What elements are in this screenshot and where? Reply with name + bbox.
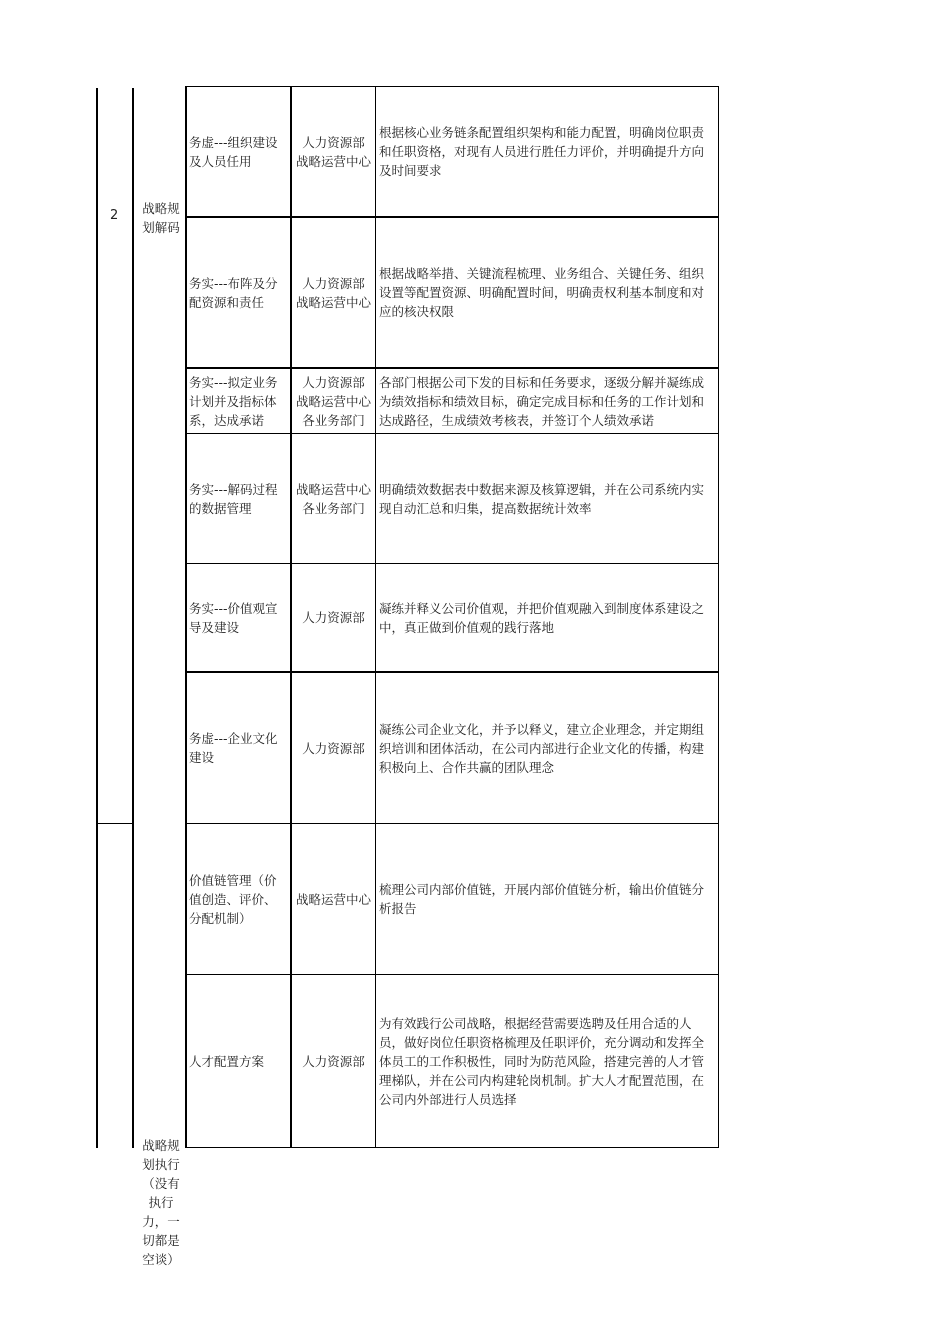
task-cell: 人才配置方案 [189,1053,265,1069]
task-cell: 务实---价值观宣导及建设 [189,600,278,635]
task-cell: 务实---布阵及分配资源和责任 [189,275,278,310]
description-text: 凝练公司企业文化，并予以释义，建立企业理念，并定期组织培训和团体活动，在公司内部进行企业文化的传播，构建积极向上、合作共赢的团队理念 [379,721,705,775]
section-title-decode: 战略规划解码 [142,201,180,235]
table-row [189,673,287,823]
description-text: 梳理公司内部价值链，开展内部价值链分析，输出价值链分析报告 [379,882,705,916]
task-cell: 务实---解码过程的数据管理 [189,481,278,516]
description-cell [379,564,715,671]
description-text: 凝练并释义公司价值观，并把价值观融入到制度体系建设之中，真正做到价值观的践行落地 [379,600,705,635]
table-row [189,434,287,563]
task-cell: 务虚---组织建设及人员任用 [189,134,278,169]
description-cell [379,673,715,823]
grid-vline-task-left [185,86,187,1148]
owner-cell: 人力资源部 战略运营中心 各业务部门 [295,374,371,428]
owner-cell: 人力资源部 战略运营中心 [295,134,371,169]
description-text: 为有效践行公司战略，根据经营需要选聘及任用合适的人员，做好岗位任职资格梳理及任职评价，充分调动和发挥全体员工的工作积极性，同时为防范风险，搭建完善的人才管理梯队，并在公司内构建轮岗机制。扩大人才配置范围，在公司内外部进行人员选择 [379,1015,705,1107]
task-cell: 务实---拟定业务计划并及指标体系，达成承诺 [189,374,278,428]
grid-hline-bottom [185,1147,719,1148]
owner-cell: 人力资源部 [302,610,365,625]
description-cell [379,369,715,433]
left-border-inner [132,88,134,1148]
section-index: 2 [110,208,119,223]
table-row [189,564,287,671]
description-cell [379,434,715,563]
table-row [189,975,287,1147]
owner-cell: 人力资源部 [302,1053,365,1069]
owner-cell: 人力资源部 战略运营中心 [295,275,371,310]
description-cell [379,218,715,367]
table-row [189,369,287,433]
description-cell [379,824,715,974]
left-border-outer [96,88,98,1148]
section-title-execute: 战略规划执行（没有执行力，一切都是空谈） [142,1138,180,1267]
owner-cell: 战略运营中心 [295,891,371,907]
section-separator [96,823,134,824]
owner-cell: 战略运营中心 各业务部门 [295,481,371,516]
description-cell [379,975,715,1147]
table-row [189,218,287,367]
grid-vline-desc-left [375,86,376,1148]
table-row [189,87,287,216]
description-cell [379,87,715,216]
description-text: 各部门根据公司下发的目标和任务要求，逐级分解并凝练成为绩效指标和绩效目标，确定完成目标和任务的工作计划和达成路径，生成绩效考核表，并签订个人绩效承诺 [379,374,705,428]
task-cell: 务虚---企业文化建设 [189,731,278,765]
grid-vline-right [718,86,719,1148]
owner-cell: 人力资源部 [302,740,365,756]
description-text: 明确绩效数据表中数据来源及核算逻辑，并在公司系统内实现自动汇总和归集，提高数据统计效率 [379,481,705,516]
task-cell: 价值链管理（价值创造、评价、分配机制） [189,872,277,926]
description-text: 根据战略举措、关键流程梳理、业务组合、关键任务、组织设置等配置资源、明确配置时间，明确责权利基本制度和对应的核决权限 [379,266,705,319]
table-row [189,824,287,974]
description-text: 根据核心业务链条配置组织架构和能力配置，明确岗位职责和任职资格，对现有人员进行胜任力评价，并明确提升方向及时间要求 [379,125,705,178]
